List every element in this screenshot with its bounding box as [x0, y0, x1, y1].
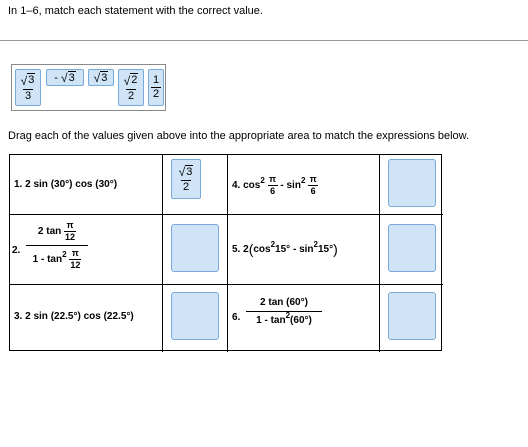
matching-grid — [9, 154, 442, 351]
row5-drop-cell — [380, 215, 443, 285]
row6-drop-cell — [380, 285, 443, 352]
row1-drop-cell — [163, 155, 228, 215]
row1-expression-cell: 1. 2 sin (30°) cos (30°) — [10, 155, 163, 215]
row1-placed-tile[interactable]: √ 3 2 — [171, 159, 201, 199]
row6-expression-cell: 6. 2 tan (60°) 1 - tan 2 (60°) — [228, 285, 380, 352]
row2-drop-cell — [163, 215, 228, 285]
row5-drop-target[interactable] — [388, 224, 436, 272]
tile-sqrt2-over-2[interactable]: √ 2 2 — [118, 69, 144, 106]
row5-expression-cell: 5. 2 ( cos 2 15° - sin 2 15° ) — [228, 215, 380, 285]
row4-drop-target[interactable] — [388, 159, 436, 207]
instruction-text: In 1–6, match each statement with the correct value. — [8, 5, 263, 17]
tile-neg-sqrt3[interactable]: - √ 3 — [46, 69, 84, 86]
tile-sqrt3[interactable]: √ 3 — [88, 69, 114, 86]
tile-sqrt3-over-3[interactable]: √ 3 3 — [15, 69, 41, 106]
row4-expression-cell: 4. cos 2 $\frac{\pi}{6}$ - sin 2 $\frac{\pi}{6}$ — [228, 155, 380, 215]
row3-drop-target[interactable] — [171, 292, 219, 340]
row3-expression-cell: 3. 2 sin (22.5°) cos (22.5°) — [10, 285, 163, 352]
drag-instruction-text: Drag each of the values given above into the appropriate area to match the expressions below. — [8, 130, 470, 142]
row4-drop-cell — [380, 155, 443, 215]
row3-drop-cell — [163, 285, 228, 352]
tile-one-half[interactable]: $\frac{1}{2}$ — [148, 69, 164, 106]
row2-drop-target[interactable] — [171, 224, 219, 272]
row6-drop-target[interactable] — [388, 292, 436, 340]
divider — [0, 40, 528, 41]
row2-expression-cell: 2. 2 tan $\frac{\pi}{12}$ 1 - tan 2 $\frac{\pi}{12}$ — [10, 215, 163, 285]
answer-tiles-tray — [11, 64, 166, 111]
